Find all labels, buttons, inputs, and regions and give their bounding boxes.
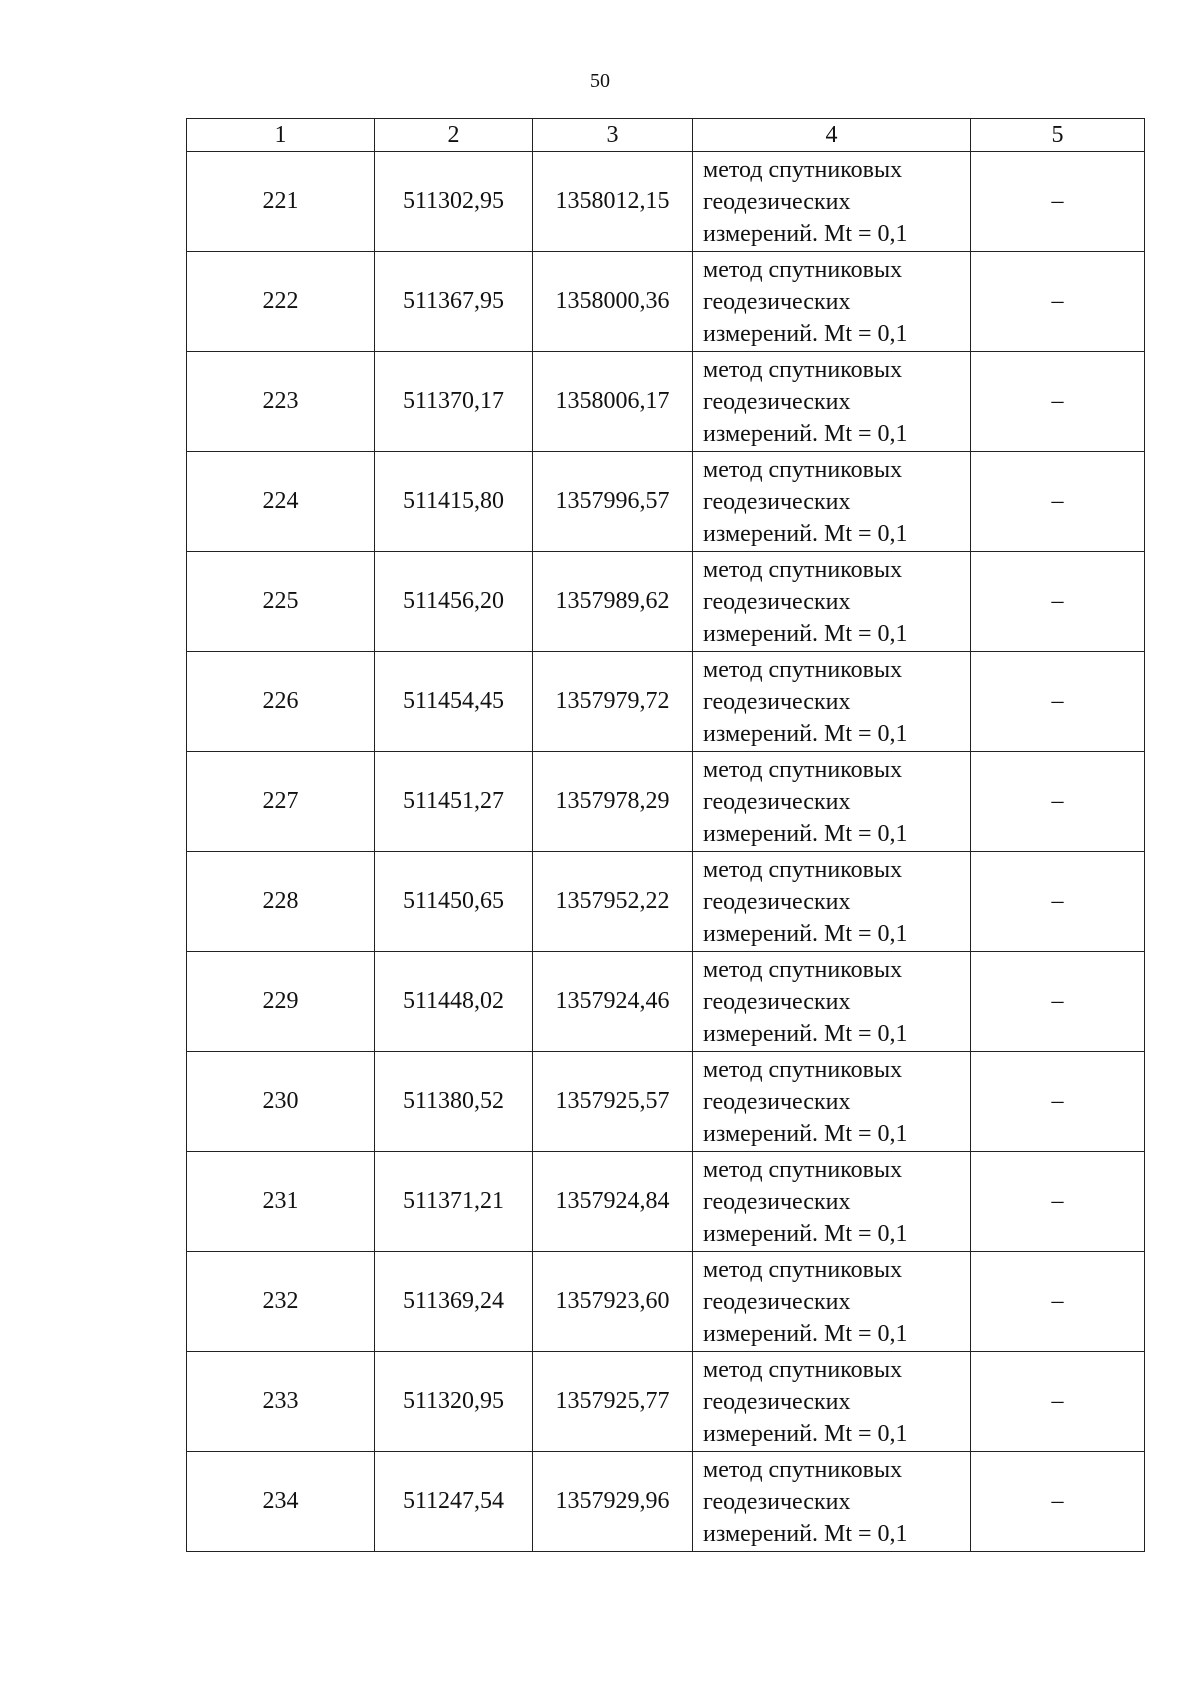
y-coordinate-cell: 1358012,15 xyxy=(533,152,693,252)
method-line: геодезических xyxy=(703,1288,851,1315)
x-coordinate-cell: 511370,17 xyxy=(375,352,533,452)
method-cell xyxy=(693,1352,971,1452)
y-coordinate-cell: 1357978,29 xyxy=(533,752,693,852)
x-coordinate-cell: 511302,95 xyxy=(375,152,533,252)
y-coordinate-cell: 1357925,57 xyxy=(533,1052,693,1152)
note-cell: – xyxy=(971,152,1145,252)
note-cell: – xyxy=(971,1252,1145,1352)
y-coordinate-cell: 1357979,72 xyxy=(533,652,693,752)
method-line: измерений. Mt = 0,1 xyxy=(703,1520,908,1547)
method-line: геодезических xyxy=(703,888,851,915)
y-coordinate-cell: 1357924,84 xyxy=(533,1152,693,1252)
method-line: геодезических xyxy=(703,488,851,515)
method-line: геодезических xyxy=(703,688,851,715)
method-line: метод спутниковых xyxy=(703,756,903,783)
point-number-cell: 224 xyxy=(187,452,375,552)
point-number-cell: 228 xyxy=(187,852,375,952)
method-line: измерений. Mt = 0,1 xyxy=(703,520,908,547)
y-coordinate-cell: 1357952,22 xyxy=(533,852,693,952)
table-row xyxy=(187,1352,1145,1452)
point-number-cell: 232 xyxy=(187,1252,375,1352)
method-cell xyxy=(693,952,971,1052)
x-coordinate-cell: 511456,20 xyxy=(375,552,533,652)
table-row xyxy=(187,1152,1145,1252)
table-body xyxy=(187,152,1145,1552)
point-number-cell: 221 xyxy=(187,152,375,252)
table-row xyxy=(187,1252,1145,1352)
method-cell xyxy=(693,1452,971,1552)
point-number-cell: 233 xyxy=(187,1352,375,1452)
column-header: 1 xyxy=(187,119,375,152)
x-coordinate-cell: 511451,27 xyxy=(375,752,533,852)
method-line: измерений. Mt = 0,1 xyxy=(703,1320,908,1347)
method-line: измерений. Mt = 0,1 xyxy=(703,720,908,747)
method-line: измерений. Mt = 0,1 xyxy=(703,820,908,847)
note-cell: – xyxy=(971,852,1145,952)
method-line: геодезических xyxy=(703,1388,851,1415)
method-line: измерений. Mt = 0,1 xyxy=(703,420,908,447)
column-header: 3 xyxy=(533,119,693,152)
point-number-cell: 234 xyxy=(187,1452,375,1552)
x-coordinate-cell: 511247,54 xyxy=(375,1452,533,1552)
method-line: измерений. Mt = 0,1 xyxy=(703,620,908,647)
method-line: метод спутниковых xyxy=(703,156,903,183)
method-line: метод спутниковых xyxy=(703,1256,903,1283)
method-line: метод спутниковых xyxy=(703,556,903,583)
method-cell xyxy=(693,252,971,352)
method-line: геодезических xyxy=(703,788,851,815)
table-header-row xyxy=(187,119,1145,152)
method-line: геодезических xyxy=(703,1488,851,1515)
method-cell xyxy=(693,152,971,252)
point-number-cell: 229 xyxy=(187,952,375,1052)
method-line: геодезических xyxy=(703,288,851,315)
table-row xyxy=(187,1452,1145,1552)
y-coordinate-cell: 1357929,96 xyxy=(533,1452,693,1552)
x-coordinate-cell: 511450,65 xyxy=(375,852,533,952)
point-number-cell: 226 xyxy=(187,652,375,752)
point-number-cell: 223 xyxy=(187,352,375,452)
method-line: измерений. Mt = 0,1 xyxy=(703,920,908,947)
y-coordinate-cell: 1357989,62 xyxy=(533,552,693,652)
method-line: измерений. Mt = 0,1 xyxy=(703,1420,908,1447)
method-line: метод спутниковых xyxy=(703,256,903,283)
x-coordinate-cell: 511454,45 xyxy=(375,652,533,752)
y-coordinate-cell: 1358006,17 xyxy=(533,352,693,452)
x-coordinate-cell: 511371,21 xyxy=(375,1152,533,1252)
method-line: геодезических xyxy=(703,988,851,1015)
method-line: геодезических xyxy=(703,388,851,415)
point-number-cell: 225 xyxy=(187,552,375,652)
note-cell: – xyxy=(971,1152,1145,1252)
note-cell: – xyxy=(971,252,1145,352)
method-cell xyxy=(693,1152,971,1252)
note-cell: – xyxy=(971,652,1145,752)
column-header: 4 xyxy=(693,119,971,152)
column-header: 2 xyxy=(375,119,533,152)
method-line: метод спутниковых xyxy=(703,1156,903,1183)
method-cell xyxy=(693,652,971,752)
note-cell: – xyxy=(971,552,1145,652)
note-cell: – xyxy=(971,452,1145,552)
point-number-cell: 231 xyxy=(187,1152,375,1252)
note-cell: – xyxy=(971,752,1145,852)
table-row xyxy=(187,1052,1145,1152)
method-line: геодезических xyxy=(703,588,851,615)
table-row xyxy=(187,152,1145,252)
method-line: метод спутниковых xyxy=(703,1456,903,1483)
method-cell xyxy=(693,452,971,552)
table-row xyxy=(187,352,1145,452)
y-coordinate-cell: 1357923,60 xyxy=(533,1252,693,1352)
table-row xyxy=(187,952,1145,1052)
table-row xyxy=(187,752,1145,852)
method-line: метод спутниковых xyxy=(703,456,903,483)
method-line: метод спутниковых xyxy=(703,656,903,683)
table-row xyxy=(187,852,1145,952)
method-line: геодезических xyxy=(703,1188,851,1215)
method-line: метод спутниковых xyxy=(703,1056,903,1083)
table-row xyxy=(187,552,1145,652)
y-coordinate-cell: 1358000,36 xyxy=(533,252,693,352)
method-cell xyxy=(693,752,971,852)
point-number-cell: 222 xyxy=(187,252,375,352)
x-coordinate-cell: 511380,52 xyxy=(375,1052,533,1152)
method-line: геодезических xyxy=(703,188,851,215)
method-line: метод спутниковых xyxy=(703,356,903,383)
x-coordinate-cell: 511367,95 xyxy=(375,252,533,352)
note-cell: – xyxy=(971,1052,1145,1152)
note-cell: – xyxy=(971,952,1145,1052)
table-row xyxy=(187,652,1145,752)
page-number: 50 xyxy=(590,70,610,92)
column-header: 5 xyxy=(971,119,1145,152)
point-number-cell: 230 xyxy=(187,1052,375,1152)
x-coordinate-cell: 511369,24 xyxy=(375,1252,533,1352)
coordinates-table xyxy=(186,118,1145,1552)
method-cell xyxy=(693,1052,971,1152)
note-cell: – xyxy=(971,1352,1145,1452)
method-line: метод спутниковых xyxy=(703,1356,903,1383)
method-line: измерений. Mt = 0,1 xyxy=(703,320,908,347)
method-cell xyxy=(693,352,971,452)
method-cell xyxy=(693,1252,971,1352)
point-number-cell: 227 xyxy=(187,752,375,852)
y-coordinate-cell: 1357924,46 xyxy=(533,952,693,1052)
method-cell xyxy=(693,552,971,652)
note-cell: – xyxy=(971,1452,1145,1552)
note-cell: – xyxy=(971,352,1145,452)
method-line: метод спутниковых xyxy=(703,956,903,983)
table-row xyxy=(187,252,1145,352)
method-line: измерений. Mt = 0,1 xyxy=(703,1020,908,1047)
method-cell xyxy=(693,852,971,952)
method-line: измерений. Mt = 0,1 xyxy=(703,220,908,247)
method-line: измерений. Mt = 0,1 xyxy=(703,1120,908,1147)
table-row xyxy=(187,452,1145,552)
y-coordinate-cell: 1357996,57 xyxy=(533,452,693,552)
x-coordinate-cell: 511448,02 xyxy=(375,952,533,1052)
method-line: метод спутниковых xyxy=(703,856,903,883)
method-line: геодезических xyxy=(703,1088,851,1115)
method-line: измерений. Mt = 0,1 xyxy=(703,1220,908,1247)
x-coordinate-cell: 511415,80 xyxy=(375,452,533,552)
x-coordinate-cell: 511320,95 xyxy=(375,1352,533,1452)
y-coordinate-cell: 1357925,77 xyxy=(533,1352,693,1452)
